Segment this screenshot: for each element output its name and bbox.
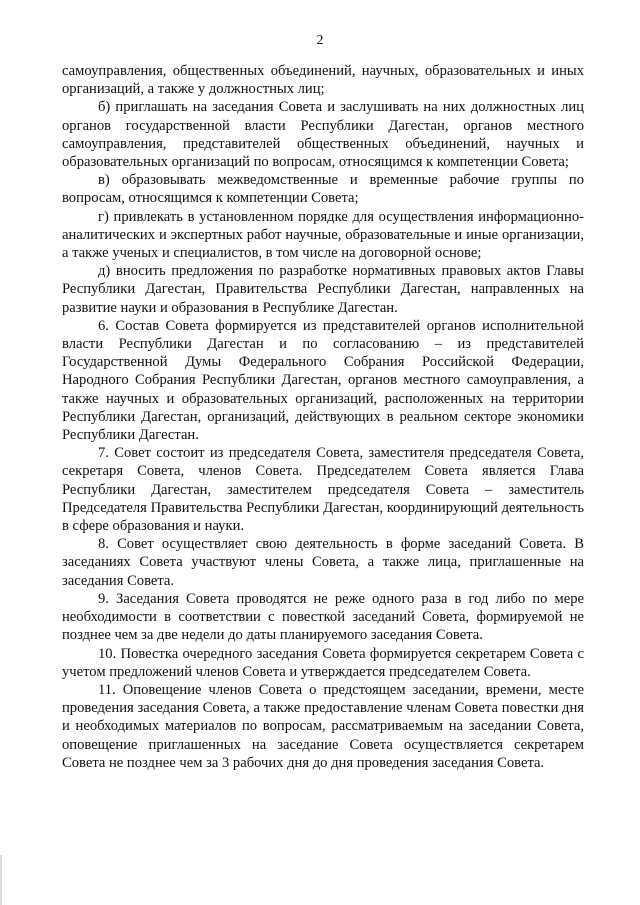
paragraph-continuation: самоуправления, общественных объединений, научных, образовательных и иных организаций, а также у должностных лиц; — [62, 63, 584, 98]
paragraph-6: 6. Состав Совета формируется из представителей органов исполнительной власти Республики Дагестан и по согласованию – из представителей Государственной Думы Федерального Собрания Российской Федерации, Народного Собрания Республики Дагестан, органов местного самоуправления, а также научных и образовательных организаций, расположенных на территории Республики Дагестан, организаций, действующих в реальном секторе экономики Республики Дагестан. — [62, 317, 584, 444]
paragraph-10: 10. Повестка очередного заседания Совета формируется секретарем Совета с учетом предложений членов Совета и утверждается председателем Совета. — [62, 645, 584, 680]
paragraph-11: 11. Оповещение членов Совета о предстоящем заседании, времени, месте проведения заседания Совета, а также предоставление членам Совета повестки дня и необходимых материалов по вопросам, рассматриваемым на заседании Совета, оповещение приглашенных на заседание Совета осуществляется секретарем Совета не позднее чем за 3 рабочих дня до дня проведения заседания Совета. — [62, 681, 584, 771]
paragraph-8: 8. Совет осуществляет свою деятельность в форме заседаний Совета. В заседаниях Совета участвуют члены Совета, а также лица, приглашенные на заседания Совета. — [62, 536, 584, 589]
paragraph-item-b: б) приглашать на заседания Совета и заслушивать на них должностных лиц органов государственной власти Республики Дагестан, органов местного самоуправления, представителей общественных объединений, научных и образовательных организаций по вопросам, относящимся к компетенции Совета; — [62, 99, 584, 171]
paragraph-7: 7. Совет состоит из председателя Совета, заместителя председателя Совета, секретаря Совета, членов Совета. Председателем Совета является Глава Республики Дагестан, заместителем председателя Совета – заместитель Председателя Правительства Республики Дагестан, координирующий деятельность в сфере образования и науки. — [62, 445, 584, 535]
paragraph-item-d: д) вносить предложения по разработке нормативных правовых актов Главы Республики Дагестан, Правительства Республики Дагестан, направленных на развитие науки и образования в Республике Дагестан. — [62, 263, 584, 316]
paragraph-item-v: в) образовывать межведомственные и временные рабочие группы по вопросам, относящимся к компетенции Совета; — [62, 172, 584, 207]
paragraph-9: 9. Заседания Совета проводятся не реже одного раза в год либо по мере необходимости в соответствии с повесткой заседаний Совета, формируемой не позднее чем за две недели до даты планируемого заседания Совета. — [62, 590, 584, 644]
document-body — [62, 62, 584, 772]
page-number: 2 — [316, 33, 324, 48]
scan-edge-mark — [0, 855, 2, 905]
paragraph-item-g: г) привлекать в установленном порядке для осуществления информационно-аналитических и экспертных работ научные, образовательные и иные организации, а также ученых и специалистов, в том числе на договорной основе; — [62, 208, 584, 262]
